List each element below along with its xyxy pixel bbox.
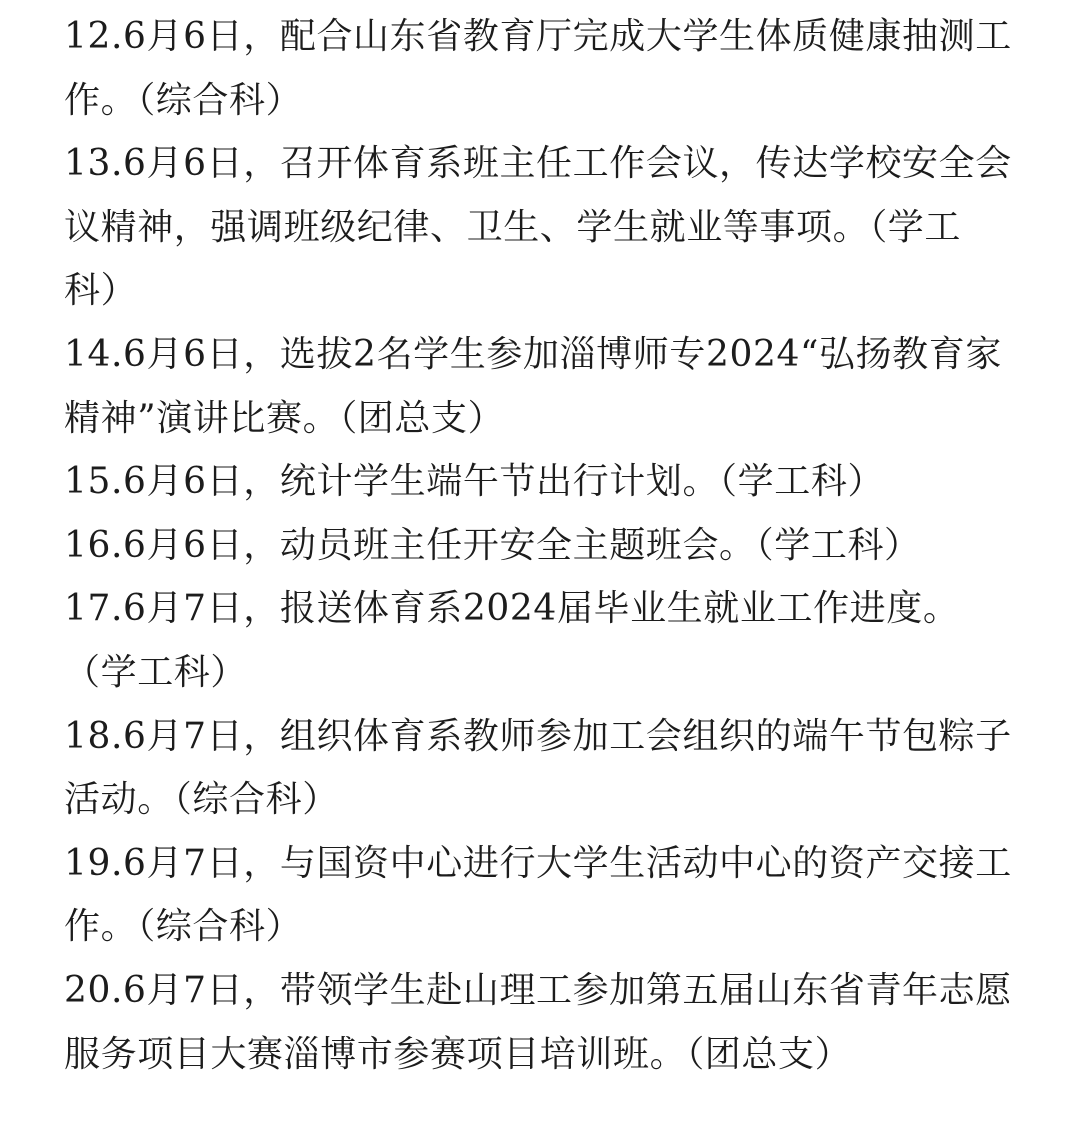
list-item-19: 19.6月7日，与国资中心进行大学生活动中心的资产交接工作。（综合科） (64, 842, 1012, 948)
list-item-16: 16.6月6日，动员班主任开安全主题班会。（学工科） (64, 524, 921, 566)
document-body (64, 5, 1014, 1086)
list-item-13: 13.6月6日，召开体育系班主任工作会议，传达学校安全会议精神，强调班级纪律、卫生、学生就业等事项。（学工科） (64, 143, 1012, 312)
list-item-18: 18.6月7日，组织体育系教师参加工会组织的端午节包粽子活动。（综合科） (64, 715, 1012, 821)
list-item-12: 12.6月6日，配合山东省教育厅完成大学生体质健康抽测工作。（综合科） (64, 16, 1012, 121)
list-item-15: 15.6月6日，统计学生端午节出行计划。（学工科） (64, 461, 885, 503)
list-item-14: 14.6月6日，选拔2名学生参加淄博师专2024“弘扬教育家精神”演讲比赛。（团总支） (64, 333, 1002, 439)
list-item-17: 17.6月7日，报送体育系2024届毕业生就业工作进度。（学工科） (64, 588, 960, 693)
list-item-20: 20.6月7日，带领学生赴山理工参加第五届山东省青年志愿服务项目大赛淄博市参赛项目培训班。（团总支） (64, 969, 1012, 1075)
